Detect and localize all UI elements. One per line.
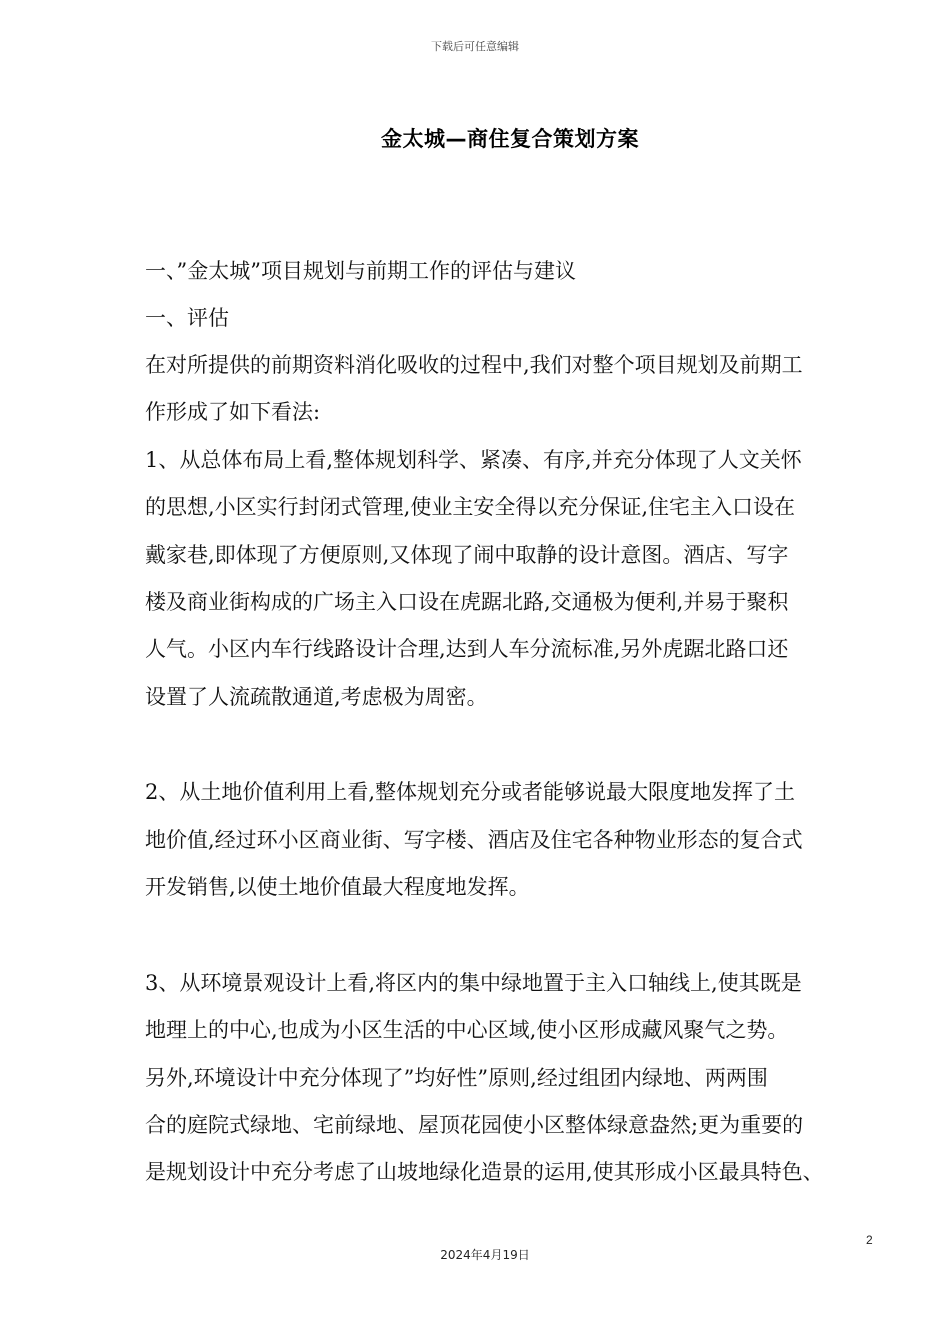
paragraph-line: 的思想,小区实行封闭式管理,使业主安全得以充分保证,住宅主入口设在 xyxy=(145,495,796,519)
document-title: 金太城—商住复合策划方案 xyxy=(381,127,639,151)
paragraph-line: 是规划设计中充分考虑了山坡地绿化造景的运用,使其形成小区最具特色、 xyxy=(145,1160,824,1184)
paragraph-line: 地理上的中心,也成为小区生活的中心区域,使小区形成藏风聚气之势。 xyxy=(145,1018,789,1042)
paragraph-line: 戴家巷,即体现了方便原则,又体现了闹中取静的设计意图。酒店、写字 xyxy=(145,543,789,567)
paragraph-line: 2、从土地价值利用上看,整体规划充分或者能够说最大限度地发挥了土 xyxy=(145,780,796,804)
footer-date: 2024年4月19日 xyxy=(440,1248,530,1262)
paragraph-line: 人气。小区内车行线路设计合理,达到人车分流标准,另外虎踞北路口还 xyxy=(145,637,789,661)
paragraph-line: 1、从总体布局上看,整体规划科学、紧凑、有序,并充分体现了人文关怀 xyxy=(145,448,802,472)
paragraph-line: 合的庭院式绿地、宅前绿地、屋顶花园使小区整体绿意盎然;更为重要的 xyxy=(145,1113,804,1137)
paragraph-line: 楼及商业街构成的广场主入口设在虎踞北路,交通极为便利,并易于聚积 xyxy=(145,590,789,614)
paragraph-line: 作形成了如下看法: xyxy=(145,400,321,424)
paragraph-line: 设置了人流疏散通道,考虑极为周密。 xyxy=(145,685,488,709)
paragraph-line: 在对所提供的前期资料消化吸收的过程中,我们对整个项目规划及前期工 xyxy=(145,353,803,377)
paragraph-line: 地价值,经过环小区商业街、写字楼、酒店及住宅各种物业形态的复合式 xyxy=(145,828,803,852)
section-heading: 一、”金太城”项目规划与前期工作的评估与建议 xyxy=(145,259,576,283)
paragraph-line: 另外,环境设计中充分体现了”均好性”原则,经过组团内绿地、两两围 xyxy=(145,1066,768,1090)
page-number: 2 xyxy=(866,1233,873,1247)
paragraph-line: 开发销售,以使土地价值最大程度地发挥。 xyxy=(145,875,530,899)
paragraph-line: 3、从环境景观设计上看,将区内的集中绿地置于主入口轴线上,使其既是 xyxy=(145,971,802,995)
subsection-heading: 一、评估 xyxy=(145,306,229,330)
header-note: 下载后可任意编辑 xyxy=(431,40,519,53)
